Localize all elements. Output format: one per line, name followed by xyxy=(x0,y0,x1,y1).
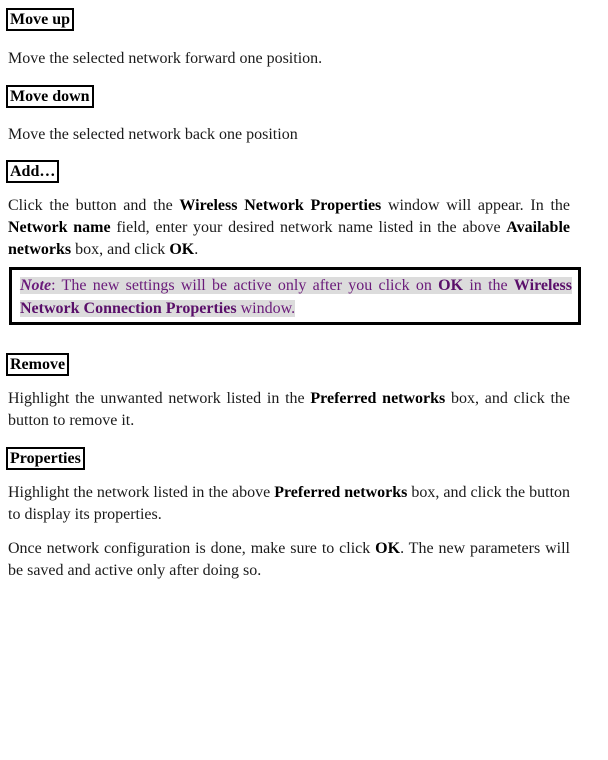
move-up-heading: Move up xyxy=(6,8,74,31)
remove-description: Highlight the unwanted network listed in the Preferred networks box, and click the button to remove it. xyxy=(8,390,571,429)
note-box xyxy=(9,267,581,325)
properties-description: Highlight the network listed in the above Preferred networks box, and click the button to display its properties. xyxy=(8,484,571,523)
add-heading: Add… xyxy=(6,160,59,183)
closing-paragraph: Once network configuration is done, make sure to click OK. The new parameters will be saved and active only after doing so. xyxy=(8,540,571,579)
move-up-description: Move the selected network forward one position. xyxy=(8,50,323,67)
add-description: Click the button and the Wireless Network Properties window will appear. In the Network name field, enter your desired network name listed in the above Available networks box, and click OK. xyxy=(8,197,570,258)
properties-heading: Properties xyxy=(6,447,85,470)
move-down-heading: Move down xyxy=(6,85,94,108)
note-label: Note xyxy=(20,277,52,294)
move-down-description: Move the selected network back one position xyxy=(8,126,298,143)
note-text: Note: The new settings will be active only after you click on OK in the Wireless Network Connection Properties window. xyxy=(20,277,572,317)
remove-heading: Remove xyxy=(6,353,69,376)
